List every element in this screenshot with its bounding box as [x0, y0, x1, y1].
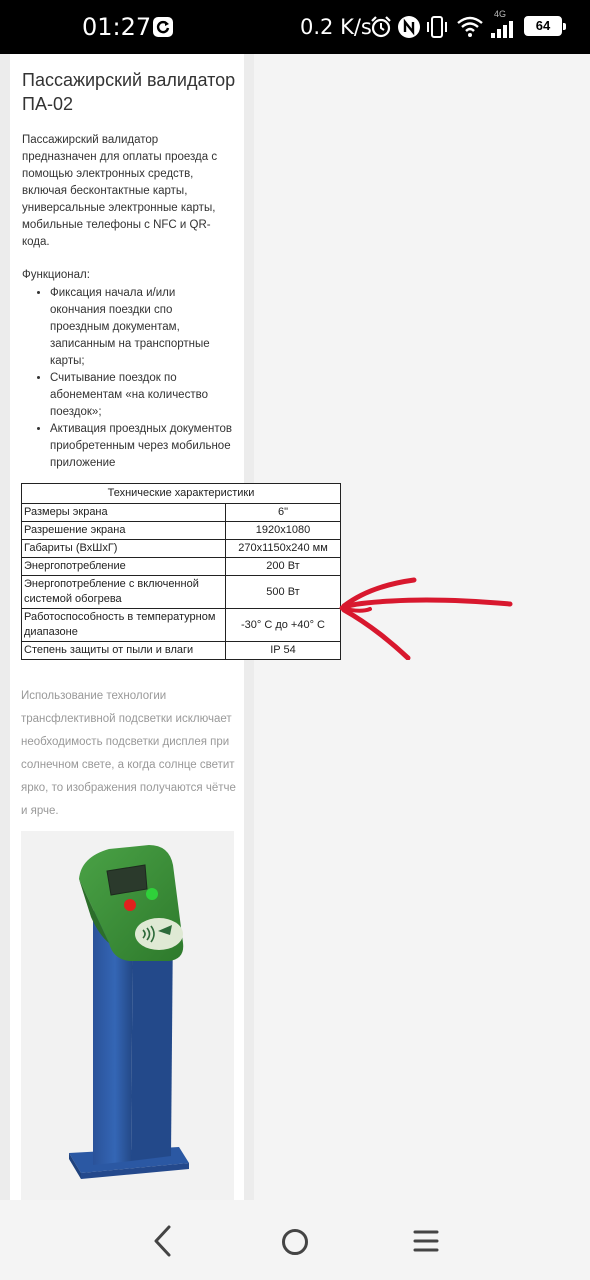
status-time: 01:27	[82, 13, 152, 41]
spec-value: 500 Вт	[226, 576, 341, 609]
functions-heading: Функционал:	[22, 269, 90, 281]
wifi-icon	[456, 15, 484, 39]
table-row	[22, 504, 341, 522]
web-page[interactable]	[0, 54, 590, 1200]
table-row	[22, 522, 341, 540]
validator-illustration	[21, 831, 234, 1200]
functions-list	[22, 285, 234, 472]
spec-value: 270x1150x240 мм	[226, 540, 341, 558]
spec-name: Работоспособность в температурном диапазоне	[22, 609, 226, 642]
backlight-note: Использование технологии трансфлективной подсветки исключает необходимость подсветки дисплея при солнечном свете, а когда солнце светит ярко, то изображения получаются чётче и ярче.	[21, 690, 236, 817]
table-row	[22, 609, 341, 642]
menu-icon[interactable]	[412, 1228, 440, 1254]
spec-value: 1920x1080	[226, 522, 341, 540]
spec-name: Размеры экрана	[22, 504, 226, 522]
validator-image	[21, 831, 234, 1200]
specs-table	[21, 483, 341, 660]
table-row	[22, 642, 341, 660]
table-row	[22, 540, 341, 558]
product-description: Пассажирский валидатор предназначен для оплаты проезда с помощью электронных средств, включая бесконтактные карты, универсальные электронные карты, мобильные телефоны с NFC и QR-кода.	[22, 134, 218, 248]
spec-value: IP 54	[226, 642, 341, 660]
specs-table-title: Технические характеристики	[22, 484, 341, 504]
list-item: • Считывание поездок по абонементам «на количество поездок»;	[50, 370, 234, 421]
page-margin-left	[0, 54, 10, 1200]
table-header-row	[22, 484, 341, 504]
spec-value: 200 Вт	[226, 558, 341, 576]
battery-icon: 64	[524, 16, 562, 36]
alarm-icon	[369, 15, 393, 39]
home-icon[interactable]	[280, 1227, 310, 1257]
navigation-bar	[0, 1200, 590, 1280]
spec-name: Степень защиты от пыли и влаги	[22, 642, 226, 660]
back-icon[interactable]	[148, 1224, 178, 1258]
nfc-icon	[397, 15, 421, 39]
status-bar	[0, 0, 590, 54]
spec-value: -30° С до +40° С	[226, 609, 341, 642]
spec-name: Разрешение экрана	[22, 522, 226, 540]
page-title: Пассажирский валидатор ПА-02	[22, 70, 236, 114]
spec-name: Энергопотребление с включенной системой обогрева	[22, 576, 226, 609]
list-item: • Фиксация начала и/или окончания поездки спо проездным документам, записанным на транспортные карты;	[50, 285, 234, 370]
spec-name: Габариты (ВхШхГ)	[22, 540, 226, 558]
table-row	[22, 576, 341, 609]
table-row	[22, 558, 341, 576]
network-speed: 0.2 K/s	[300, 15, 372, 39]
signal-icon	[490, 20, 516, 38]
list-item: • Активация проездных документов приобретенным через мобильное приложение	[50, 421, 234, 472]
vibrate-icon	[426, 15, 448, 39]
spec-name: Энергопотребление	[22, 558, 226, 576]
spec-value: 6"	[226, 504, 341, 522]
annotation-arrow	[330, 572, 516, 660]
sync-icon	[152, 16, 174, 38]
network-type: 4G	[494, 9, 507, 19]
